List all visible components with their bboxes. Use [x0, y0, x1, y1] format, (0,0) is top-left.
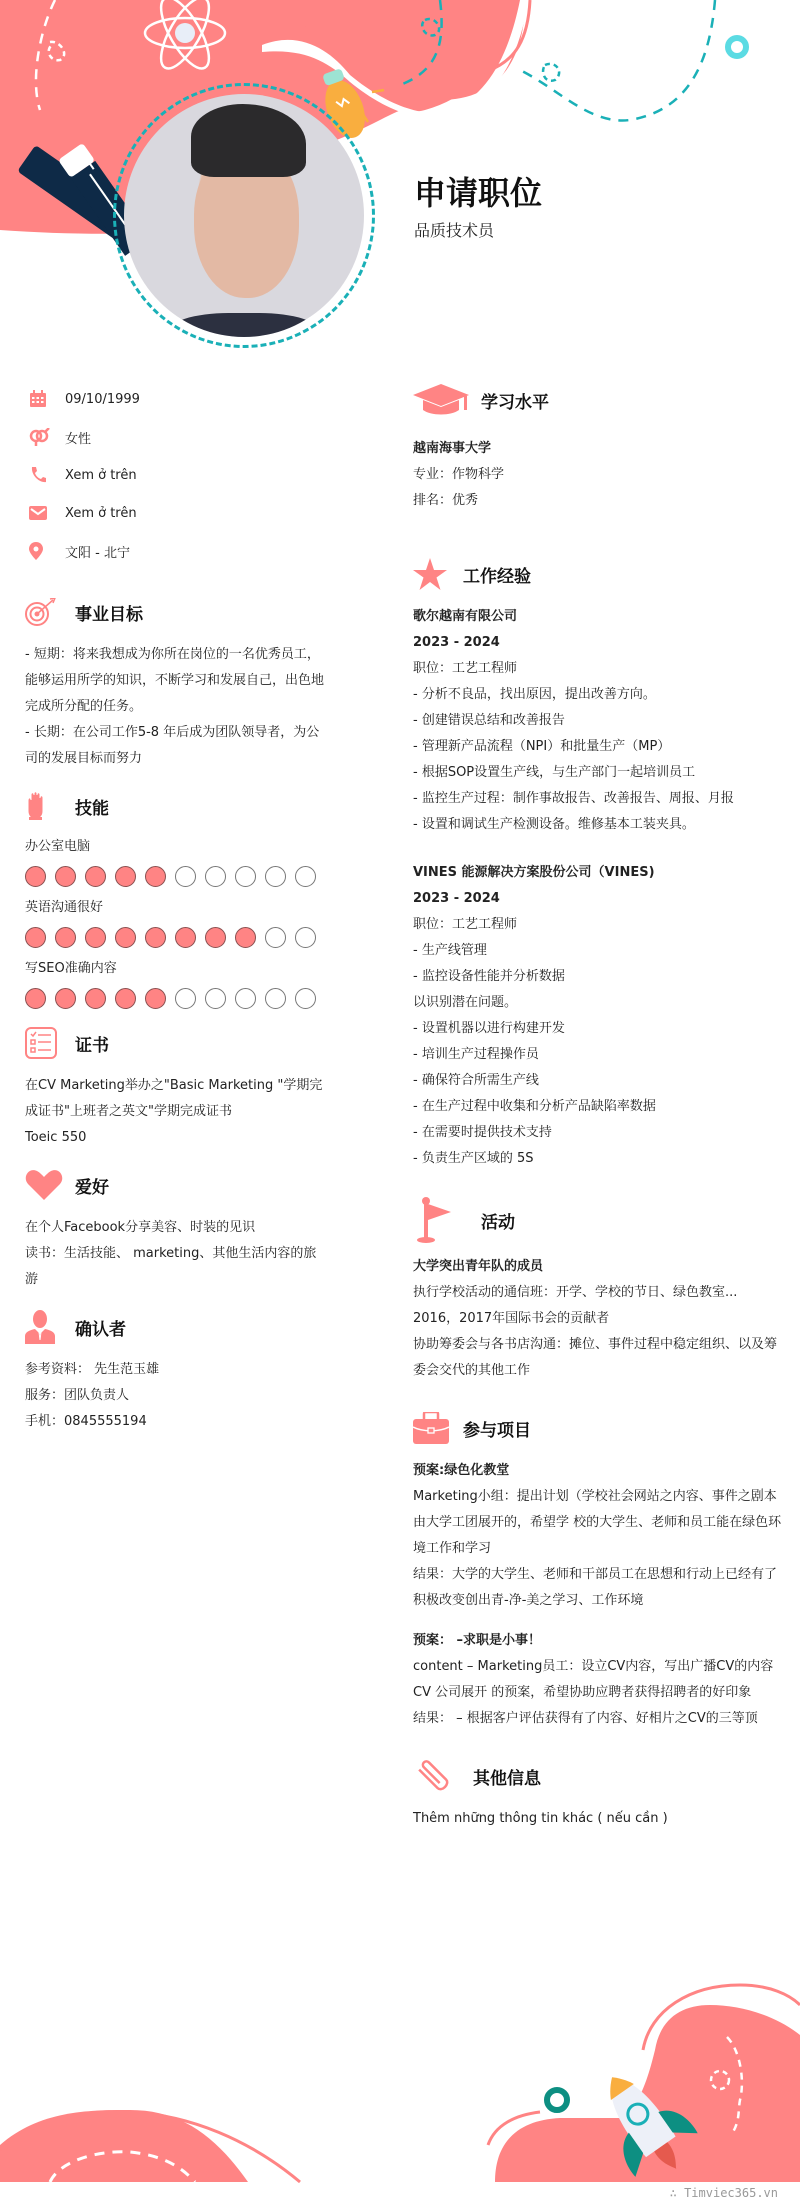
address-value: 文阳 - 北宁: [65, 545, 130, 561]
info-gender: [25, 418, 325, 456]
briefcase-icon: [413, 1412, 463, 1444]
left-column: [25, 380, 325, 1435]
info-email: [25, 494, 325, 532]
skills-list: [25, 836, 325, 1009]
person-icon: [25, 1310, 75, 1344]
objective-heading: [25, 592, 325, 632]
projects-heading: [413, 1408, 783, 1448]
other-section: [413, 1756, 783, 1832]
education-heading: [413, 380, 783, 420]
personal-info: [25, 380, 325, 570]
checklist-icon: [25, 1027, 75, 1059]
phone-icon: [25, 466, 65, 484]
referee-title: 确认者: [75, 1319, 126, 1340]
project-item: 预案:绿色化教堂 Marketing小组：提出计划（学校社会网站之内容、事件之剧本 由大学工团展开的，希望学 校的大学生、老师和员工能在绿色环境工作和学习 结果：大学的大学生、老师和干部员工在思想和行动上已经有了积极改变创出青-净-美之学习、工作环境: [413, 1463, 782, 1608]
school-name: 越南海事大学: [413, 441, 492, 456]
skill-rating: [25, 988, 325, 1009]
experience-title: 工作经验: [463, 566, 531, 587]
certificates-heading: [25, 1023, 325, 1063]
skill-item: 办公室电脑: [25, 836, 325, 887]
objective-text: - 短期：将来我想成为你所在岗位的一名优秀员工，能够运用所学的知识，不断学习和发展自己，出色地完成所分配的任务。 - 长期：在公司工作5-8 年后成为团队领导者，为公司的发展目标而努力: [25, 647, 325, 766]
skill-rating: [25, 866, 325, 887]
info-address: [25, 532, 325, 570]
other-title: 其他信息: [473, 1768, 541, 1789]
email-value: Xem ở trên: [65, 505, 137, 521]
location-icon: [25, 542, 65, 560]
certificates-text: 在CV Marketing举办之"Basic Marketing "学期完成证书"上班者之英文"学期完成证书 Toeic 550: [25, 1078, 323, 1145]
skills-heading: [25, 786, 325, 826]
referee-heading: [25, 1307, 325, 1347]
gender-value: 女性: [65, 431, 92, 447]
page-title: 申请职位: [414, 174, 543, 212]
gender-icon: [25, 428, 65, 446]
phone-value: Xem ở trên: [65, 467, 137, 483]
heart-icon: [25, 1169, 75, 1201]
experience-section: [413, 554, 783, 1172]
hobbies-text: 在个人Facebook分享美容、时装的见识 读书：生活技能、 marketing、其他生活内容的旅游: [25, 1220, 317, 1287]
right-column: [413, 380, 783, 1856]
info-phone: [25, 456, 325, 494]
skills-title: 技能: [75, 798, 109, 819]
calendar-icon: [25, 390, 65, 408]
other-text: Thêm những thông tin khác ( nếu cần ): [413, 1811, 668, 1826]
info-birthday: [25, 380, 325, 418]
graduation-cap-icon: [413, 384, 481, 416]
profile-photo: [124, 94, 364, 337]
activities-title: 活动: [481, 1212, 515, 1233]
footer-decoration: [0, 1960, 800, 2185]
education-section: 学习水平 越南海事大学 专业：作物科学 排名：优秀: [413, 380, 783, 514]
other-heading: [413, 1756, 783, 1796]
profile-photo-frame: [113, 83, 375, 348]
job-item: VINES 能源解决方案股份公司（VINES) 2023 - 2024 职位：工艺工程师 - 生产线管理 - 监控设备性能并分析数据 以识别潜在问题。 - 设置机器以进行构建开发 - 培训生产过程操作员 - 确保符合所需生产线 - 在生产过程中收集和分析产品缺陷率数据 - 在需要时提供技术支持 - 负责生产区域的 5S: [413, 865, 656, 1166]
education-title: 学习水平: [481, 392, 549, 413]
objective-title: 事业目标: [75, 604, 143, 625]
referee-text: 参考资料： 先生范玉雄 服务：团队负责人 手机：0845555194: [25, 1362, 160, 1429]
activities-heading: [413, 1196, 783, 1244]
hobbies-heading: [25, 1165, 325, 1205]
activity-title: 大学突出青年队的成员: [413, 1259, 544, 1274]
paperclip-icon: [413, 1755, 473, 1797]
project-item: 预案： –求职是小事！ content – Marketing员工：设立CV内容，写出广播CV的内容 CV 公司展开 的预案，希望协助应聘者获得招聘者的好印象 结果： – 根据客户评估获得有了内容、好相片之CV的三等顶: [413, 1633, 774, 1726]
star-icon: [413, 558, 463, 590]
hand-icon: [25, 791, 75, 821]
projects-section: [413, 1408, 783, 1732]
skill-item: 英语沟通很好: [25, 897, 325, 948]
skill-rating: [25, 927, 325, 948]
target-icon: [25, 598, 75, 626]
watermark: ∴ Timviec365.vn: [669, 2186, 778, 2200]
projects-title: 参与项目: [463, 1420, 531, 1441]
hobbies-title: 爱好: [75, 1177, 109, 1198]
flag-icon: [413, 1197, 481, 1243]
job-position: 品质技术员: [414, 221, 495, 240]
birthday-value: 09/10/1999: [65, 391, 140, 407]
experience-heading: [413, 554, 783, 594]
email-icon: [25, 505, 65, 521]
certificates-title: 证书: [75, 1035, 109, 1056]
skill-item: 写SEO准确内容: [25, 958, 325, 1009]
job-item: 歌尔越南有限公司 2023 - 2024 职位：工艺工程师 - 分析不良品，找出原因，提出改善方向。 - 创建错误总结和改善报告 - 管理新产品流程（NPI）和批量生产（MP） - 根据SOP设置生产线，与生产部门一起培训员工 - 监控生产过程：制作事故报告、改善报告、周报、月报 - 设置和调试生产检测设备。维修基本工装夹具。: [413, 609, 734, 832]
activities-section: 活动 大学突出青年队的成员 执行学校活动的通信班：开学、学校的节日、绿色教室... 2016，2017年国际书会的贡献者 协助筹委会与各书店沟通：摊位、事件过程中稳定组织、以及筹委会交代的其他工作: [413, 1196, 783, 1384]
